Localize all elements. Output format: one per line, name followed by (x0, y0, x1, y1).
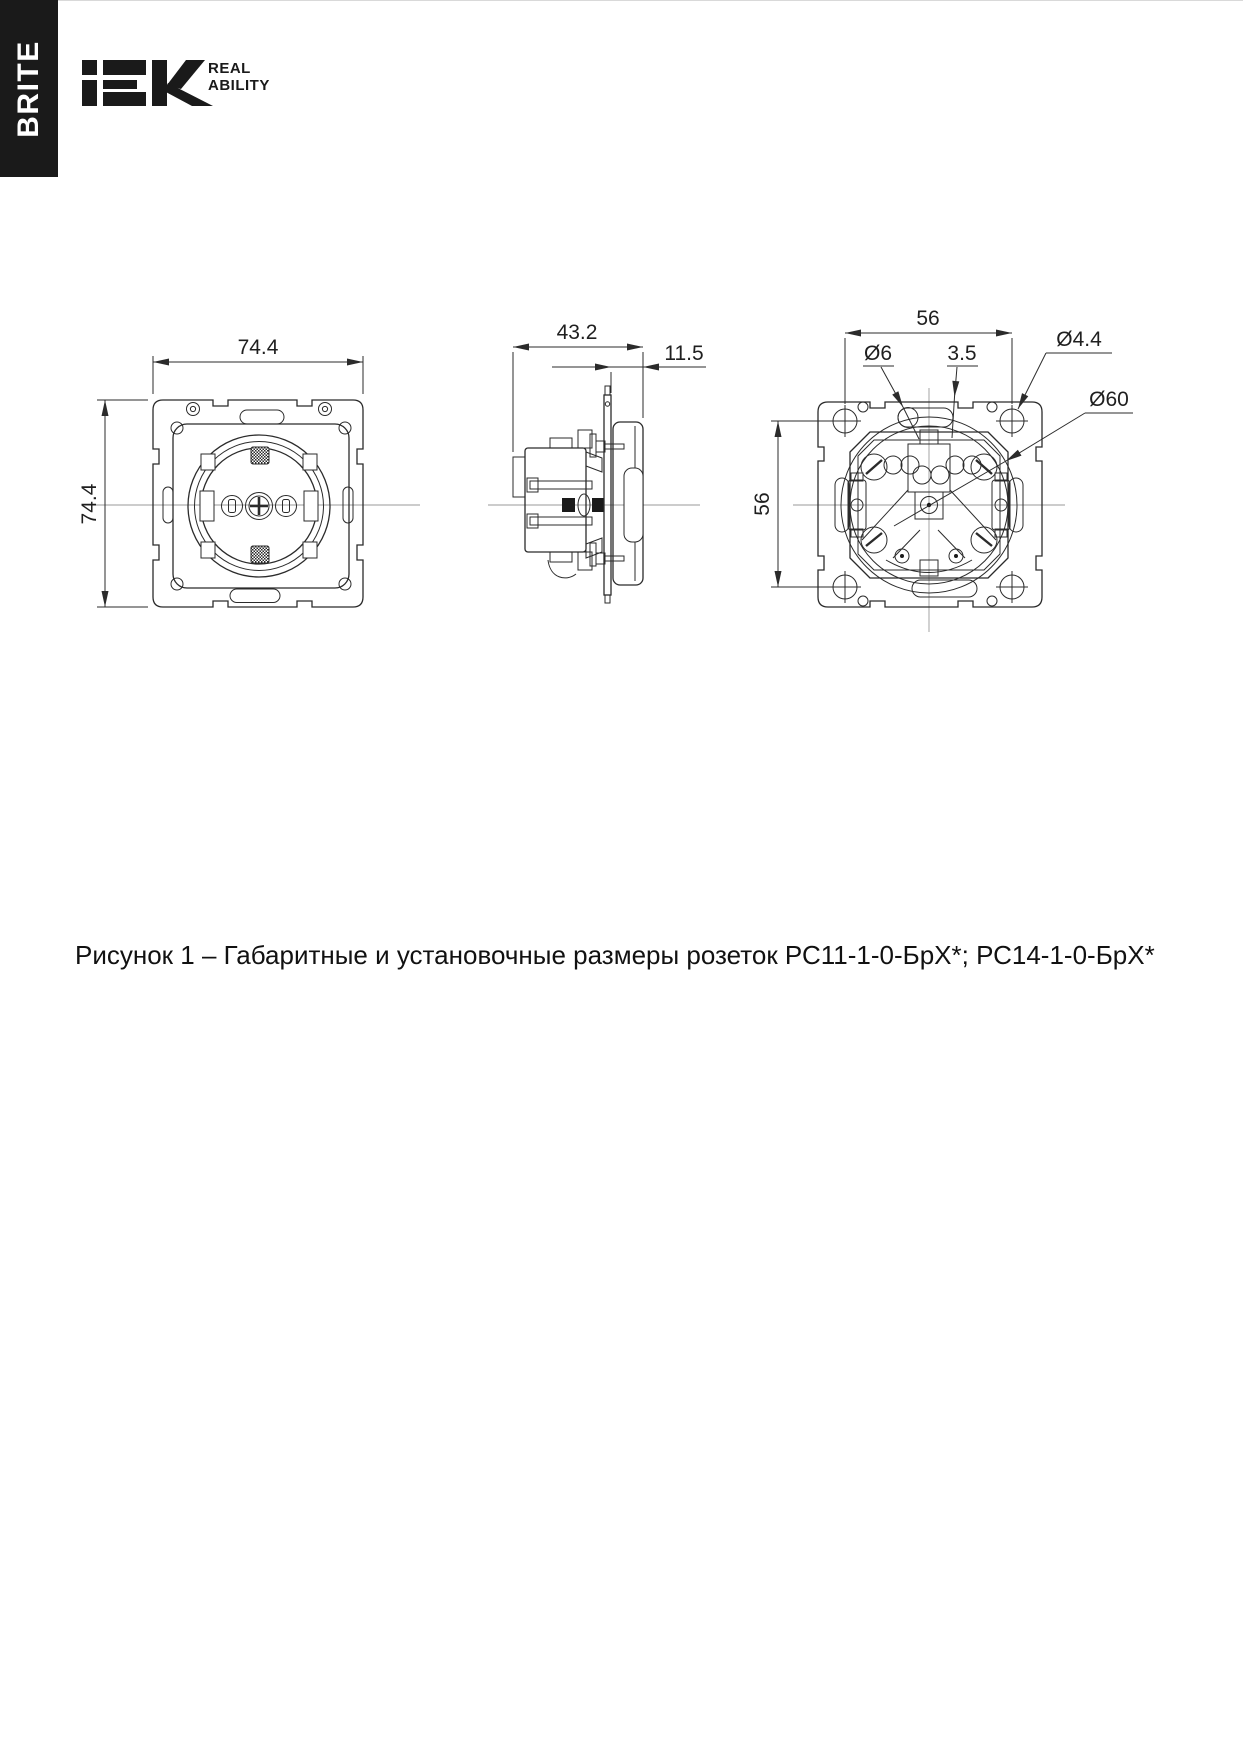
logo-tagline-line1: REAL (208, 60, 251, 77)
figure-caption: Рисунок 1 – Габаритные и установочные размеры розеток РС11-1-0-БрХ*; РС14-1-0-БрХ* (75, 940, 1155, 970)
brite-series-label: BRITE (12, 39, 45, 138)
slot-diameter-label: Ø6 (863, 342, 893, 365)
back-spacing-v-label: 56 (751, 492, 774, 516)
side-protrusion-dimension (552, 342, 706, 393)
figure-drawing (0, 0, 1243, 720)
front-height-label: 74.4 (78, 483, 101, 525)
logo-tagline-line2: ABILITY (208, 77, 270, 94)
front-height-dimension (78, 400, 148, 607)
front-width-dimension (153, 336, 363, 394)
side-depth-label: 43.2 (556, 321, 598, 344)
back-view (751, 307, 1133, 632)
front-view (78, 336, 420, 607)
side-protrusion-label: 11.5 (664, 342, 704, 365)
back-spacing-h-label: 56 (916, 307, 940, 330)
slot-diameter-callout (863, 342, 919, 439)
side-view (488, 321, 706, 603)
tab-width-label: 3.5 (947, 342, 977, 365)
ring-diameter-label: Ø60 (1089, 388, 1129, 411)
hole-diameter-label: Ø4.4 (1056, 328, 1102, 351)
front-width-label: 74.4 (237, 336, 279, 359)
